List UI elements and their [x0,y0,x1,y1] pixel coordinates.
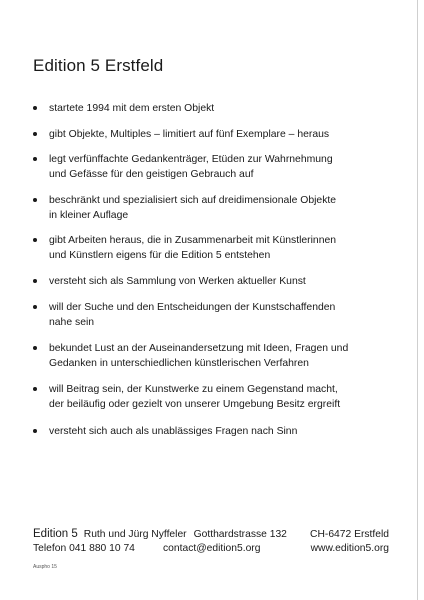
list-item [33,101,214,116]
list-item [33,127,329,142]
bullet-text-line: der beiläufig oder gezielt von unserer Umgebung Besitz ergreift [49,399,341,410]
bullet-text-line: nahe sein [49,317,95,328]
bullet-dot-icon [33,238,37,242]
page-edge-line [417,0,418,600]
bullet-text-line: will der Suche und den Entscheidungen der Kunstschaffenden [49,302,336,313]
bullet-list [33,101,383,461]
bullet-dot-icon [33,157,37,161]
bullet-dot-icon [33,106,37,110]
list-item [33,382,340,412]
bullet-text-line: beschränkt und spezialisiert sich auf dreidimensionale Objekte [49,195,337,206]
bullet-text-line: startete 1994 mit dem ersten Objekt [49,103,215,114]
bullet-text-line: gibt Objekte, Multiples – limitiert auf fünf Exemplare – heraus [49,129,330,140]
bullet-text-line: und Gefässe für den geistigen Gebrauch auf [49,169,254,180]
bullet-dot-icon [33,387,37,391]
footer-brand: Edition 5 [33,528,78,540]
list-item [33,424,297,439]
list-item [33,152,333,182]
bullet-text-line: bekundet Lust an der Auseinandersetzung mit Ideen, Fragen und [49,343,349,354]
bullet-text-line: legt verfünffachte Gedankenträger, Etüden zur Wahrnehmung [49,154,333,165]
bullet-text-line: will Beitrag sein, der Kunstwerke zu einem Gegenstand macht, [49,384,338,395]
bullet-text-line: versteht sich als Sammlung von Werken aktueller Kunst [49,276,306,287]
bullet-dot-icon [33,429,37,433]
bullet-dot-icon [33,305,37,309]
page-title: Edition 5 Erstfeld [33,56,164,75]
bullet-text-line: gibt Arbeiten heraus, die in Zusammenarbeit mit Künstlerinnen [49,235,337,246]
footer-email-link[interactable]: contact@edition5.org [163,543,261,554]
list-item [33,233,336,263]
footer-web-link[interactable]: www.edition5.org [310,543,389,554]
list-item [33,300,335,330]
footer-street: Gotthardstrasse 132 [193,529,287,540]
bullet-dot-icon [33,279,37,283]
footer-names: Ruth und Jürg Nyffeler [83,529,187,540]
bullet-dot-icon [33,132,37,136]
bullet-text-line: versteht sich auch als unablässiges Fragen nach Sinn [49,426,298,437]
list-item [33,341,348,371]
bullet-dot-icon [33,198,37,202]
bullet-text-line: in kleiner Auflage [49,210,129,221]
list-item [33,193,336,223]
footer-phone: Telefon 041 880 10 74 [33,543,135,554]
footer-city: CH-6472 Erstfeld [310,529,389,540]
bullet-dot-icon [33,346,37,350]
footer-address-row [33,528,389,541]
bullet-text-line: und Künstlern eigens für die Edition 5 entstehen [49,250,271,261]
corner-code: Auspho 15 [33,564,57,570]
list-item [33,274,306,289]
bullet-text-line: Gedanken in unterschiedlichen künstlerischen Verfahren [49,358,309,369]
